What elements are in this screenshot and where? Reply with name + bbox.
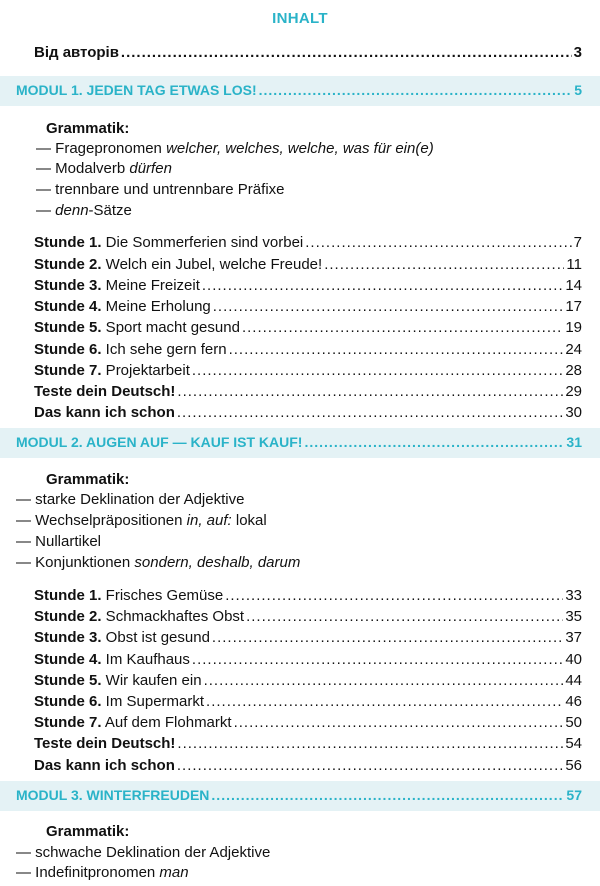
- toc-entry[interactable]: [34, 298, 582, 315]
- grammar-item: [36, 181, 285, 198]
- toc-entry-page: 44: [565, 672, 582, 689]
- leader-dots: [211, 787, 564, 803]
- grammar-item: [36, 202, 132, 219]
- lesson-title: Im Kaufhaus: [101, 651, 190, 668]
- lesson-prefix: Stunde 4.: [34, 298, 102, 315]
- grammar-item: [16, 533, 101, 550]
- grammar-text: lokal: [231, 512, 267, 529]
- toc-entry-page: 7: [573, 234, 582, 251]
- page-title: INHALT: [272, 10, 328, 27]
- module-heading-label: MODUL 1. JEDEN TAG ETWAS LOS!: [16, 82, 257, 98]
- toc-entry-page: 46: [565, 693, 582, 710]
- grammar-text: -Sätze: [88, 202, 132, 219]
- leader-dots: [234, 714, 564, 731]
- module-heading-1[interactable]: [16, 82, 582, 98]
- toc-entry[interactable]: [34, 383, 582, 400]
- grammar-emphasis: denn: [55, 202, 89, 219]
- toc-entry-page: 54: [565, 735, 582, 752]
- toc-entry-page: 28: [565, 362, 582, 379]
- leader-dots: [242, 319, 563, 336]
- lesson-title: Die Sommerferien sind vorbei: [101, 234, 304, 251]
- grammar-item: [16, 554, 300, 571]
- grammar-item: [36, 160, 172, 177]
- lesson-prefix: Stunde 3.: [34, 629, 102, 646]
- toc-entry[interactable]: [34, 608, 582, 625]
- lesson-title: Sport macht gesund: [101, 319, 240, 336]
- leader-dots: [177, 757, 563, 774]
- toc-entry-page: 40: [565, 651, 582, 668]
- lesson-prefix: Stunde 5.: [34, 672, 102, 689]
- toc-entry-page: 11: [566, 256, 582, 273]
- lesson-prefix: Stunde 1.: [34, 234, 102, 251]
- grammar-emphasis: dürfen: [129, 160, 172, 177]
- toc-entry-label: Від авторів: [34, 44, 119, 61]
- leader-dots: [229, 341, 564, 358]
- grammar-text: — Indefinitpronomen: [16, 864, 160, 881]
- grammar-heading: Grammatik:: [46, 120, 130, 137]
- module-heading-page: 5: [574, 82, 582, 98]
- lesson-title: Frisches Gemüse: [101, 587, 224, 604]
- lesson-prefix: Stunde 2.: [34, 608, 102, 625]
- lesson-prefix: Stunde 4.: [34, 651, 102, 668]
- grammar-text: — trennbare und untrennbare Präfixe: [36, 181, 285, 198]
- leader-dots: [202, 277, 563, 294]
- toc-entry[interactable]: [34, 404, 582, 421]
- leader-dots: [121, 44, 572, 61]
- toc-entry-page: 33: [565, 587, 582, 604]
- toc-entry[interactable]: [34, 234, 582, 251]
- grammar-item: [16, 491, 244, 508]
- leader-dots: [177, 735, 563, 752]
- grammar-item: [16, 512, 267, 529]
- lesson-title: Welch ein Jubel, welche Freude!: [101, 256, 323, 273]
- toc-entry[interactable]: [34, 672, 582, 689]
- toc-entry-page: 14: [565, 277, 582, 294]
- lesson-title: Meine Freizeit: [101, 277, 200, 294]
- lesson-title: Projektarbeit: [101, 362, 190, 379]
- toc-entry-page: 50: [565, 714, 582, 731]
- lesson-prefix: Stunde 6.: [34, 693, 102, 710]
- toc-entry-page: 35: [565, 608, 582, 625]
- lesson-title: Meine Erholung: [101, 298, 211, 315]
- grammar-emphasis: sondern, deshalb, darum: [134, 554, 301, 571]
- lesson-prefix: Stunde 6.: [34, 341, 102, 358]
- module-heading-page: 31: [566, 434, 582, 450]
- leader-dots: [192, 362, 563, 379]
- lesson-title: Wir kaufen ein: [101, 672, 202, 689]
- grammar-heading: Grammatik:: [46, 471, 130, 488]
- lesson-prefix: Stunde 7.: [34, 362, 102, 379]
- toc-entry[interactable]: [34, 319, 582, 336]
- grammar-item: [16, 844, 270, 861]
- toc-entry[interactable]: [34, 757, 582, 774]
- toc-entry[interactable]: [34, 277, 582, 294]
- toc-entry[interactable]: [34, 587, 582, 604]
- module-heading-2[interactable]: [16, 434, 582, 450]
- toc-entry[interactable]: [34, 714, 582, 731]
- leader-dots: [324, 256, 564, 273]
- leader-dots: [305, 234, 571, 251]
- grammar-text: — starke Deklination der Adjektive: [16, 491, 245, 508]
- lesson-prefix: Das kann ich schon: [34, 757, 175, 774]
- grammar-item: [16, 864, 189, 881]
- lesson-title: Ich sehe gern fern: [101, 341, 227, 358]
- grammar-text: — schwache Deklination der Adjektive: [16, 844, 271, 861]
- lesson-prefix: Stunde 3.: [34, 277, 102, 294]
- lesson-prefix: Stunde 5.: [34, 319, 102, 336]
- toc-entry-authors[interactable]: [34, 44, 582, 61]
- grammar-emphasis: welcher, welches, welche, was für ein(e): [166, 140, 434, 157]
- leader-dots: [259, 82, 573, 98]
- lesson-prefix: Stunde 1.: [34, 587, 102, 604]
- leader-dots: [246, 608, 563, 625]
- toc-entry-page: 37: [565, 629, 582, 646]
- leader-dots: [213, 298, 564, 315]
- grammar-text: — Fragepronomen: [36, 140, 167, 157]
- toc-entry-page: 30: [565, 404, 582, 421]
- toc-entry-page: 3: [573, 44, 582, 61]
- grammar-text: — Nullartikel: [16, 533, 102, 550]
- grammar-emphasis: in, auf:: [186, 512, 232, 529]
- toc-entry[interactable]: [34, 256, 582, 273]
- leader-dots: [192, 651, 563, 668]
- leader-dots: [212, 629, 563, 646]
- leader-dots: [206, 693, 563, 710]
- grammar-text: — Wechselpräpositionen: [16, 512, 187, 529]
- toc-entry-page: 56: [565, 757, 582, 774]
- grammar-heading: Grammatik:: [46, 823, 130, 840]
- toc-entry-page: 19: [565, 319, 582, 336]
- module-heading-3[interactable]: [16, 787, 582, 803]
- leader-dots: [225, 587, 563, 604]
- toc-entry-page: 29: [565, 383, 582, 400]
- lesson-prefix: Teste dein Deutsch!: [34, 383, 176, 400]
- lesson-prefix: Stunde 7.: [34, 714, 102, 731]
- leader-dots: [204, 672, 564, 689]
- toc-entry[interactable]: [34, 362, 582, 379]
- lesson-prefix: Das kann ich schon: [34, 404, 175, 421]
- lesson-title: Obst ist gesund: [101, 629, 210, 646]
- grammar-text: — Modalverb: [36, 160, 130, 177]
- toc-entry[interactable]: [34, 629, 582, 646]
- toc-entry[interactable]: [34, 341, 582, 358]
- module-heading-label: MODUL 2. AUGEN AUF — KAUF IST KAUF!: [16, 434, 303, 450]
- toc-entry-page: 17: [565, 298, 582, 315]
- lesson-prefix: Teste dein Deutsch!: [34, 735, 176, 752]
- module-heading-label: MODUL 3. WINTERFREUDEN: [16, 787, 210, 803]
- toc-entry[interactable]: [34, 693, 582, 710]
- grammar-emphasis: man: [159, 864, 189, 881]
- toc-entry[interactable]: [34, 651, 582, 668]
- leader-dots: [177, 404, 563, 421]
- module-heading-page: 57: [566, 787, 582, 803]
- grammar-text: — Konjunktionen: [16, 554, 135, 571]
- toc-entry[interactable]: [34, 735, 582, 752]
- lesson-title: Auf dem Flohmarkt: [101, 714, 232, 731]
- toc-entry-page: 24: [565, 341, 582, 358]
- grammar-item: [36, 140, 434, 157]
- lesson-title: Schmackhaftes Obst: [101, 608, 245, 625]
- leader-dots: [304, 434, 564, 450]
- grammar-text: —: [36, 202, 56, 219]
- lesson-prefix: Stunde 2.: [34, 256, 102, 273]
- leader-dots: [177, 383, 563, 400]
- lesson-title: Im Supermarkt: [101, 693, 205, 710]
